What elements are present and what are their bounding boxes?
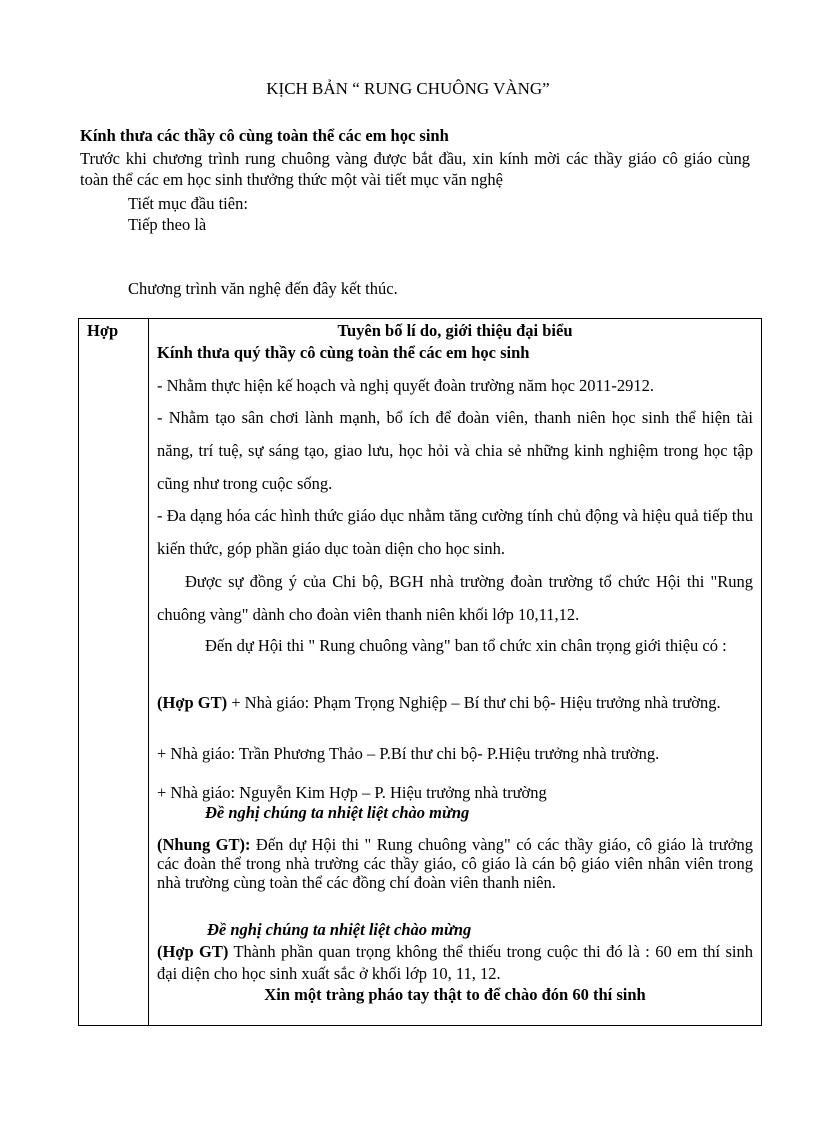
- first-item-line: Tiết mục đầu tiên:: [128, 194, 248, 213]
- next-item-line: Tiếp theo là: [128, 215, 207, 234]
- guest-1-text: + Nhà giáo: Phạm Trọng Nghiệp – Bí thư chi bộ- Hiệu trưởng nhà trường.: [227, 693, 721, 712]
- consent-paragraph: Được sự đồng ý của Chi bộ, BGH nhà trường đoàn trường tổ chức Hội thi "Rung chuông vàng" dành cho đoàn viên thanh niên khối lớp 10,11,12.: [157, 572, 753, 624]
- purpose-bullet-3: - Đa dạng hóa các hình thức giáo dục nhằm tăng cường tính chủ động và hiệu quả tiếp thu kiến thức, góp phần giáo dục toàn diện cho học sinh.: [157, 506, 753, 558]
- hop-paragraph: [157, 941, 753, 985]
- nhung-paragraph: [157, 835, 753, 892]
- nhung-speaker: (Nhung GT):: [157, 835, 251, 854]
- purpose-bullet-1: - Nhằm thực hiện kế hoạch và nghị quyết đoàn trường năm học 2011-2912.: [157, 376, 655, 395]
- guest-1-speaker: (Hợp GT): [157, 693, 228, 712]
- performance-end-line: Chương trình văn nghệ đến đây kết thúc.: [128, 279, 398, 298]
- closing-line: Xin một tràng pháo tay thật to để chào đón 60 thí sinh: [264, 985, 646, 1004]
- script-table: [78, 318, 762, 1026]
- opening-intro: Trước khi chương trình rung chuông vàng được bắt đầu, xin kính mời các thầy giáo cô giáo cùng toàn thể các em học sinh thưởng thức một vài tiết mục văn nghệ: [80, 149, 750, 189]
- hop-speaker: (Hợp GT): [157, 942, 229, 961]
- hop-text: Thành phần quan trọng không thể thiếu trong cuộc thi đó là : 60 em thí sinh đại diện cho học sinh xuất sắc ở khối lớp 10, 11, 12.: [157, 942, 753, 983]
- purpose-bullet-2: - Nhằm tạo sân chơi lành mạnh, bổ ích để đoàn viên, thanh niên học sinh thể hiện tài năng, trí tuệ, sự sáng tạo, giao lưu, học hỏi và chia sẻ những kinh nghiệm trong học tập cũng như trong cuộc sống.: [157, 408, 753, 493]
- guest-1-line: [157, 694, 753, 712]
- opening-greeting: Kính thưa các thầy cô cùng toàn thể các em học sinh: [80, 126, 449, 145]
- nhung-text: Đến dự Hội thi " Rung chuông vàng" có các thầy giáo, cô giáo là trưởng các đoàn thể trong nhà trường các thầy giáo, cô giáo là cán bộ giáo viên nhân viên trong nhà trường cùng toàn thể các đồng chí đoàn viên thanh niên.: [157, 835, 753, 892]
- guest-3-line: + Nhà giáo: Nguyễn Kim Hợp – P. Hiệu trưởng nhà trường: [157, 783, 547, 802]
- section-greeting: Kính thưa quý thầy cô cùng toàn thể các em học sinh: [157, 343, 530, 362]
- welcome-line-1: Đề nghị chúng ta nhiệt liệt chào mừng: [205, 803, 470, 822]
- page-title: KỊCH BẢN “ RUNG CHUÔNG VÀNG”: [266, 79, 550, 98]
- section-heading: Tuyên bố lí do, giới thiệu đại biểu: [337, 321, 573, 340]
- column-divider: [148, 319, 149, 1025]
- guest-2-line: + Nhà giáo: Trần Phương Thảo – P.Bí thư chi bộ- P.Hiệu trưởng nhà trường.: [157, 744, 660, 763]
- guest-intro-paragraph: Đến dự Hội thi " Rung chuông vàng" ban tổ chức xin chân trọng giới thiệu có :: [205, 636, 727, 655]
- speaker-name: Hợp: [87, 321, 119, 340]
- welcome-line-2: Đề nghị chúng ta nhiệt liệt chào mừng: [207, 920, 472, 939]
